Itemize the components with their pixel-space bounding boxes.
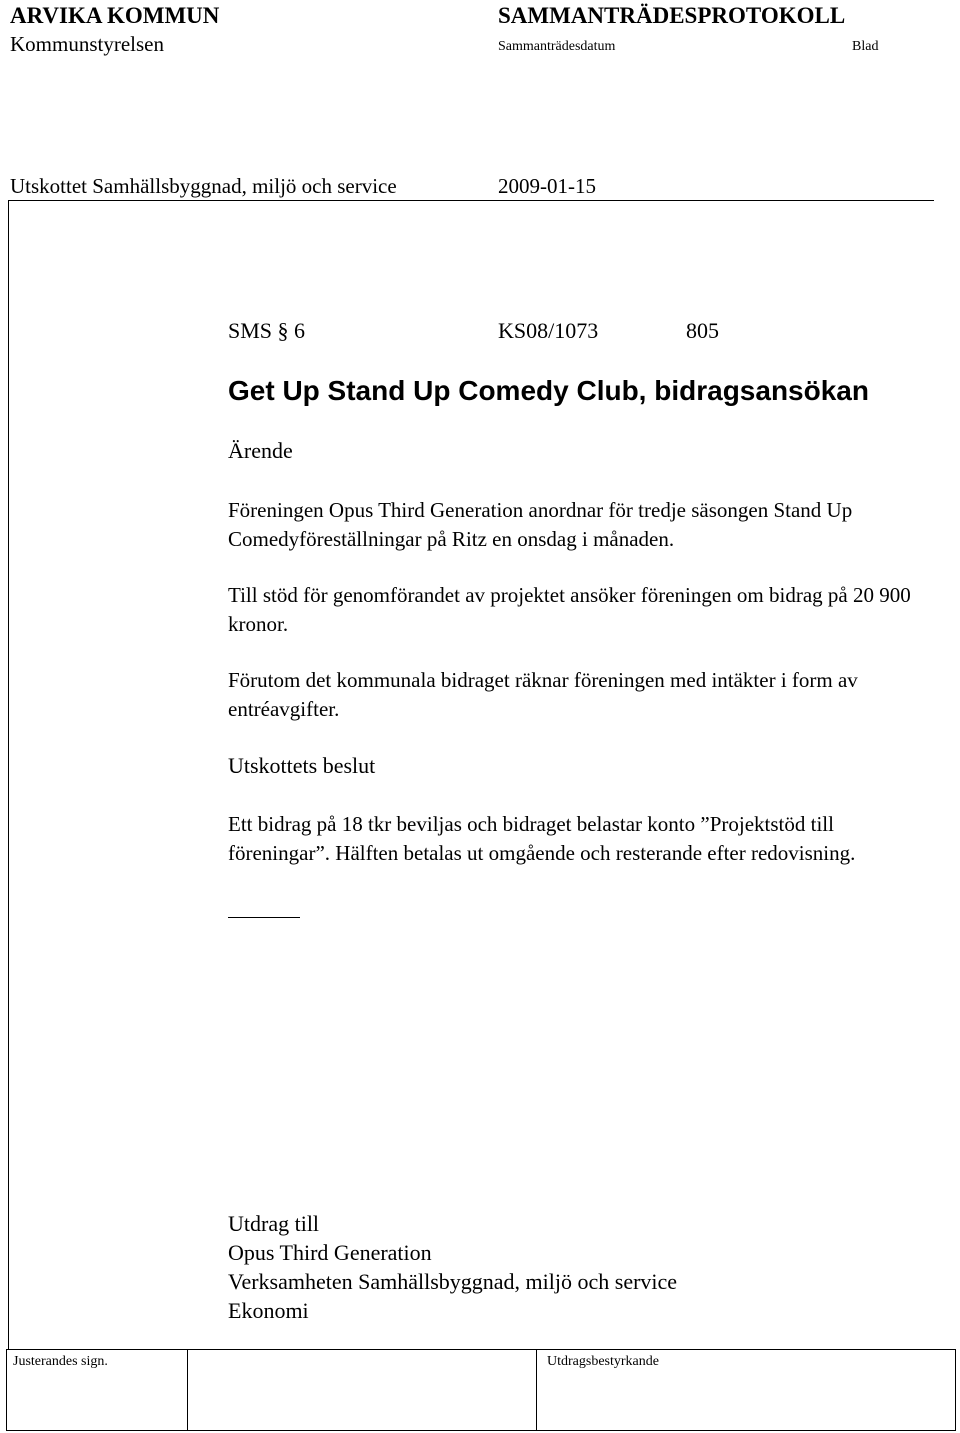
case-code: 805 <box>686 318 719 343</box>
distribution-recipient: Opus Third Generation <box>228 1240 432 1265</box>
header-divider <box>8 200 934 201</box>
matter-paragraph-2: Till stöd för genomförandet av projektet ansöker föreningen om bidrag på 20 900 kronor. <box>228 583 911 636</box>
decision-heading: Utskottets beslut <box>228 753 376 778</box>
board-name: Kommunstyrelsen <box>10 32 164 56</box>
matter-paragraph-3: Förutom det kommunala bidraget räknar föreningen med intäkter i form av entréavgifter. <box>228 668 858 721</box>
distribution-recipient: Verksamheten Samhällsbyggnad, miljö och service <box>228 1269 678 1294</box>
decision-text: Ett bidrag på 18 tkr beviljas och bidraget belastar konto ”Projektstöd till föreningar”. Hälften betalas ut omgående och resterande efter redovisning. <box>228 812 856 865</box>
committee-name: Utskottet Samhällsbyggnad, miljö och service <box>10 174 397 198</box>
adjuster-sign-cell-2 <box>188 1350 537 1430</box>
distribution-list <box>228 1209 928 1325</box>
organization-name: ARVIKA KOMMUN <box>10 3 220 28</box>
paragraph-number: SMS § 6 <box>228 318 306 343</box>
protocol-title: SAMMANTRÄDESPROTOKOLL <box>498 3 846 28</box>
left-margin-rule <box>8 200 9 1350</box>
page-label: Blad <box>852 39 879 54</box>
matter-paragraph-1: Föreningen Opus Third Generation anordnar för tredje säsongen Stand Up Comedyföreställningar på Ritz en onsdag i månaden. <box>228 498 853 551</box>
adjuster-sign-label: Justerandes sign. <box>13 1354 108 1369</box>
case-title: Get Up Stand Up Comedy Club, bidragsansökan <box>228 375 869 406</box>
signature-footer <box>6 1349 956 1431</box>
distribution-label: Utdrag till <box>228 1211 320 1236</box>
end-of-section-line <box>228 917 300 918</box>
distribution-recipient: Ekonomi <box>228 1298 309 1323</box>
diary-number: KS08/1073 <box>498 318 599 343</box>
matter-heading: Ärende <box>228 438 293 463</box>
meeting-date: 2009-01-15 <box>498 174 596 198</box>
certification-label: Utdragsbestyrkande <box>547 1354 659 1369</box>
meeting-date-label: Sammanträdesdatum <box>498 39 616 54</box>
